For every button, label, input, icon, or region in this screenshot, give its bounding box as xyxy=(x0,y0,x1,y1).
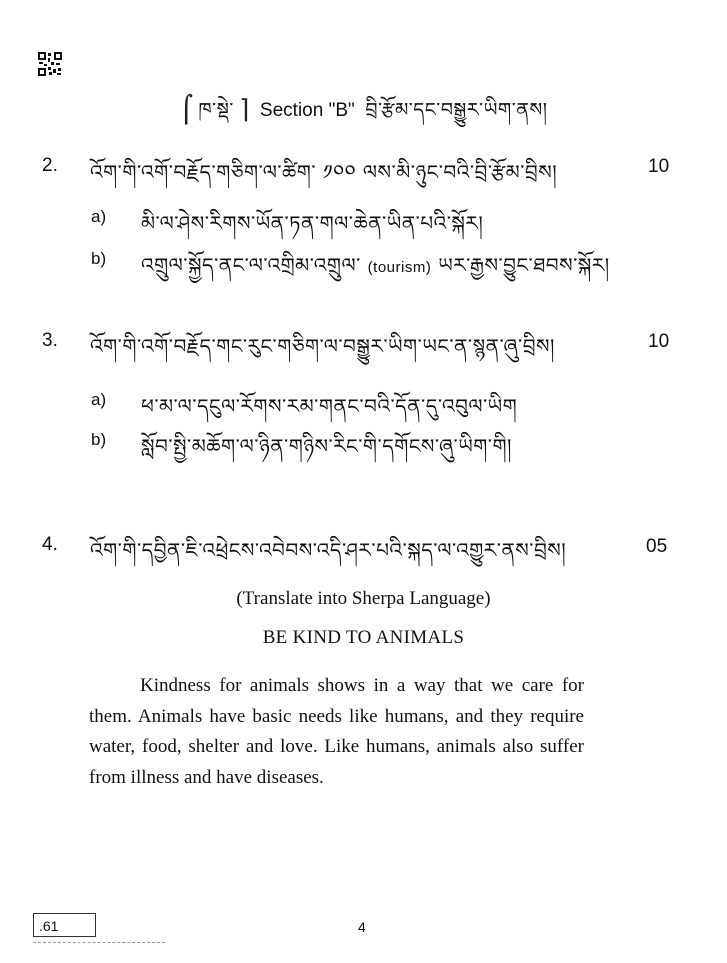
passage-heading: BE KIND TO ANIMALS xyxy=(262,627,465,648)
option-text: ཕ་མ་ལ་དངུལ་རོགས་རམ་གནང་བའི་དོན་དུ་འབུལ་ཡིག xyxy=(141,394,518,418)
option-text xyxy=(141,243,610,299)
section-heading xyxy=(0,88,727,142)
option-label: b) xyxy=(91,430,107,449)
page-number: 4 xyxy=(358,919,366,935)
option-text: མི་ལ་ཤེས་རིགས་ཡོན་ཏན་གལ་ཆེན་ཡིན་པའི་སྐོར། xyxy=(141,211,484,235)
option-label: b) xyxy=(91,249,107,268)
question-marks: 05 xyxy=(646,536,668,557)
question-text: འོག་གི་འགོ་བརྗོད་གཅིག་ལ་ཚིག་ ༡༠༠ ལས་མི་ཉུང་བའི་བྲི་རྩོམ་བྲིས། xyxy=(90,160,558,184)
footer-rule xyxy=(33,942,165,943)
question-number: 2. xyxy=(42,155,58,176)
question-marks: 10 xyxy=(648,156,670,177)
right-brace-icon: ⌉ xyxy=(239,95,250,125)
question-number: 4. xyxy=(42,534,58,555)
option-text: སློབ་སྤྱི་མཆོག་ལ་ཉིན་གཉིས་རིང་གི་དགོངས་ཞུ་ཡིག་གི། xyxy=(141,434,512,458)
option-note: (tourism) xyxy=(367,259,432,276)
section-label: Section "B" xyxy=(259,100,355,121)
question-number: 3. xyxy=(42,330,58,351)
option-text-after: ཡར་རྒྱས་བྱུང་ཐབས་སྐོར། xyxy=(438,253,610,277)
option-text-part: འགྲུལ་སྐྱོད་ནང་ལ་འགྲིམ་འགྲུལ་ xyxy=(141,253,361,277)
section-suffix: བྲི་རྩོམ་དང་བསྒྱུར་ཡིག་ནས། xyxy=(365,99,548,121)
qr-code-icon xyxy=(38,52,62,76)
paper-code-box: .61 xyxy=(33,913,96,937)
question-text: འོག་གི་འགོ་བརྗོད་གང་རུང་གཅིག་ལ་བསྒྱུར་ཡིག་ཡང་ན་སྙན་ཞུ་བྲིས། xyxy=(90,334,555,358)
option-label: a) xyxy=(91,390,107,409)
option-label: a) xyxy=(91,207,107,226)
question-text: འོག་གི་དབྱིན་ཇི་འཕྲེངས་འབེབས་འདི་ཤར་པའི་སྐད་ལ་འགྱུར་ནས་བྲིས། xyxy=(90,538,567,562)
translation-instruction: (Translate into Sherpa Language) xyxy=(236,588,491,609)
section-prefix: ཁ་སྡེ་ xyxy=(198,99,234,121)
passage-text: Kindness for animals shows in a way that we care for them. Animals have basic needs like humans, and they require water, food, shelter and love. Like humans, animals also suffer from illness and have diseases. xyxy=(89,675,584,788)
question-marks: 10 xyxy=(648,331,670,352)
left-brace-icon: ⌠ xyxy=(179,95,194,125)
passage-paragraph xyxy=(89,671,584,793)
